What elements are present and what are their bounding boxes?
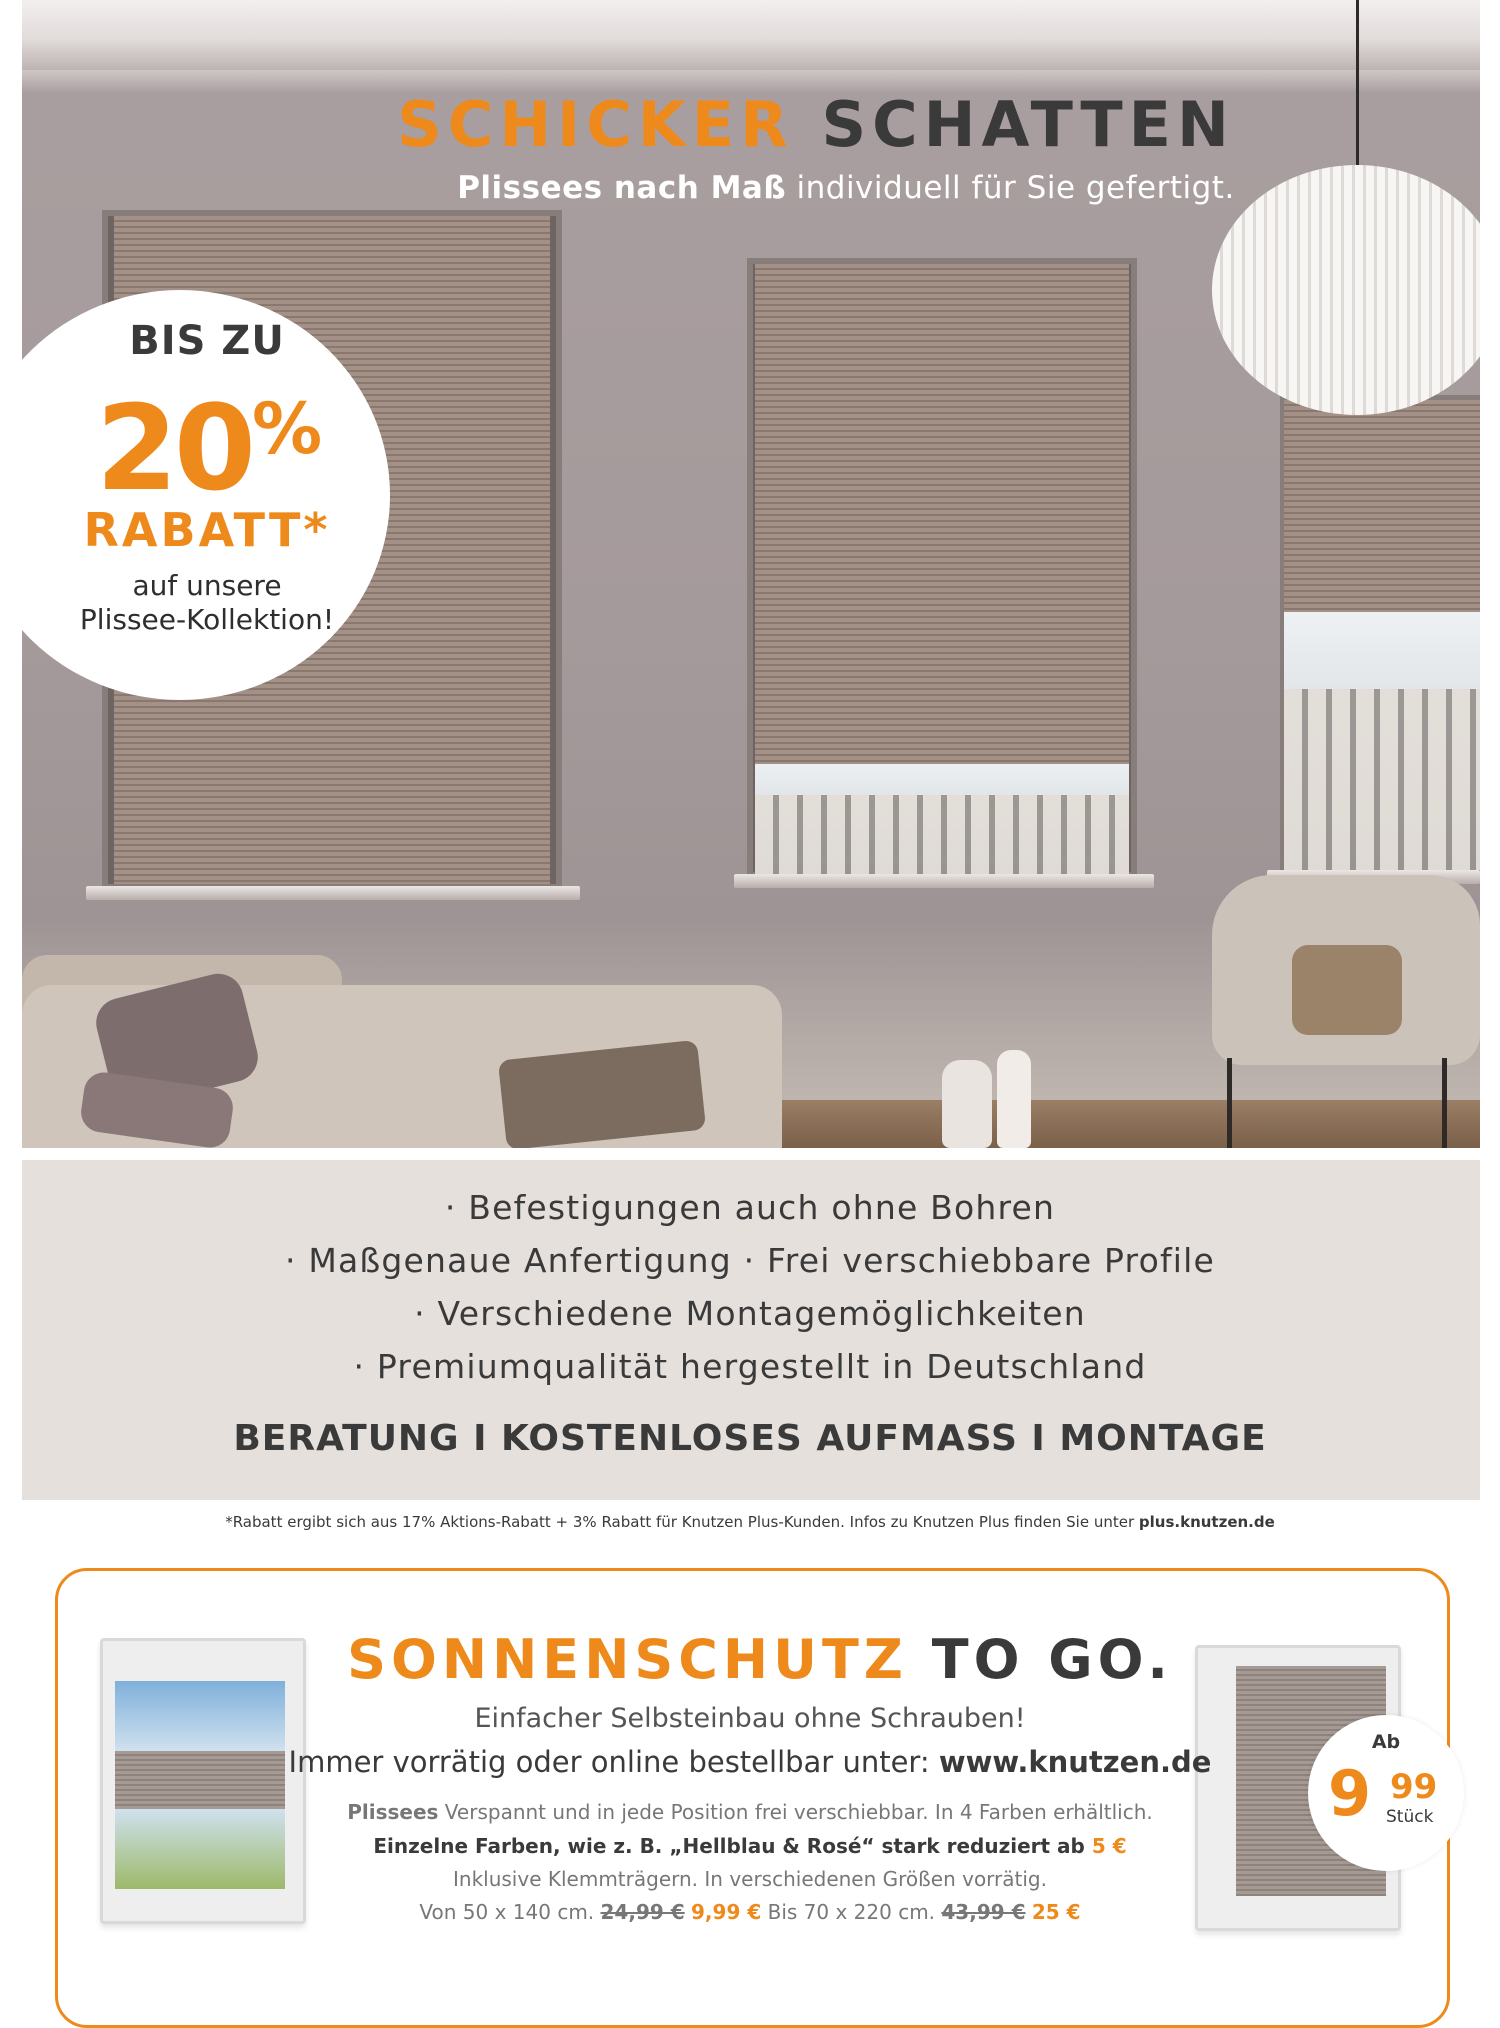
armchair-leg [1442, 1058, 1447, 1148]
togo-line-3-bold: Plissees [347, 1800, 439, 1824]
togo-line-1: Einfacher Selbsteinbau ohne Schrauben! [474, 1703, 1026, 1734]
togo-line-2-text: Immer vorrätig oder online bestellbar unter: [288, 1745, 939, 1779]
window-right-glass [1284, 612, 1480, 870]
footnote [0, 1513, 1500, 1531]
website-link[interactable]: www.knutzen.de [938, 1745, 1212, 1779]
old-price-2: 43,99 € [941, 1900, 1026, 1924]
vase-1 [942, 1060, 992, 1148]
footnote-link[interactable]: plus.knutzen.de [1138, 1513, 1275, 1531]
badge-rabatt: RABATT* [83, 503, 331, 557]
togo-line-5: Inklusive Klemmträgern. In verschiedenen Größen vorrätig. [453, 1867, 1047, 1891]
togo-title-dark: TO GO. [931, 1628, 1173, 1691]
badge-percent-sign: % [252, 388, 319, 470]
price-cents: 99 [1390, 1767, 1438, 1807]
togo-title [0, 1628, 1500, 1691]
feature-item: · Befestigungen auch ohne Bohren [444, 1188, 1056, 1227]
togo-line-3-rest: Verspannt und in jede Position frei verschiebbar. In 4 Farben erhältlich. [438, 1800, 1153, 1824]
window-sill-left [86, 886, 580, 900]
footnote-text: *Rabatt ergibt sich aus 17% Aktions-Rabatt + 3% Rabatt für Knutzen Plus-Kunden. Infos zu Knutzen Plus finden Sie unter [225, 1513, 1139, 1531]
discount-badge-content [52, 318, 362, 637]
size-to: Bis 70 x 220 cm. [761, 1900, 942, 1924]
togo-line-2 [0, 1745, 1500, 1779]
pleated-blind-right [1284, 400, 1480, 612]
price-ab: Ab [1371, 1731, 1401, 1753]
hero-subtitle-bold: Plissees nach Maß [457, 170, 787, 206]
services-line: BERATUNG I KOSTENLOSES AUFMASS I MONTAGE [233, 1418, 1267, 1459]
pleated-blind-middle [755, 264, 1129, 764]
price-euros: 9 [1328, 1757, 1372, 1830]
togo-line-4 [0, 1834, 1500, 1858]
hero-title [22, 88, 1480, 161]
new-price-1: 9,99 € [691, 1900, 762, 1924]
ceiling-moulding [22, 0, 1480, 70]
hero-subtitle [22, 170, 1480, 206]
size-from: Von 50 x 140 cm. [419, 1900, 601, 1924]
feature-item: · Maßgenaue Anfertigung · Frei verschiebbare Profile [284, 1241, 1216, 1280]
badge-line-2: Plissee-Kollektion! [79, 603, 335, 636]
hero-title-orange: SCHICKER [397, 88, 794, 161]
togo-line-3 [0, 1800, 1500, 1824]
hero-subtitle-rest: individuell für Sie gefertigt. [786, 170, 1235, 206]
old-price-1: 24,99 € [600, 1900, 685, 1924]
feature-item: · Premiumqualität hergestellt in Deutschland [353, 1347, 1147, 1386]
hero-title-dark: SCHATTEN [821, 88, 1235, 161]
armchair-cushion [1292, 945, 1402, 1035]
badge-percent [52, 370, 362, 517]
window-sill-middle [734, 874, 1154, 888]
togo-title-orange: SONNENSCHUTZ [347, 1628, 908, 1691]
armchair-leg [1227, 1058, 1232, 1148]
price-unit: Stück [1386, 1807, 1434, 1827]
badge-line-1: auf unsere [132, 569, 282, 602]
window-middle-glass [755, 760, 1129, 875]
togo-line-4-price: 5 € [1091, 1834, 1127, 1858]
togo-line-4-text: Einzelne Farben, wie z. B. „Hellblau & Rosé“ stark reduziert ab [373, 1834, 1092, 1858]
vase-2 [997, 1050, 1031, 1148]
badge-bis-zu: BIS ZU [129, 318, 285, 364]
new-price-2: 25 € [1031, 1900, 1081, 1924]
feature-item: · Verschiedene Montagemöglichkeiten [414, 1294, 1086, 1333]
togo-line-6 [0, 1900, 1500, 1924]
badge-percent-value: 20 [95, 379, 253, 517]
price-badge [1308, 1715, 1464, 1871]
